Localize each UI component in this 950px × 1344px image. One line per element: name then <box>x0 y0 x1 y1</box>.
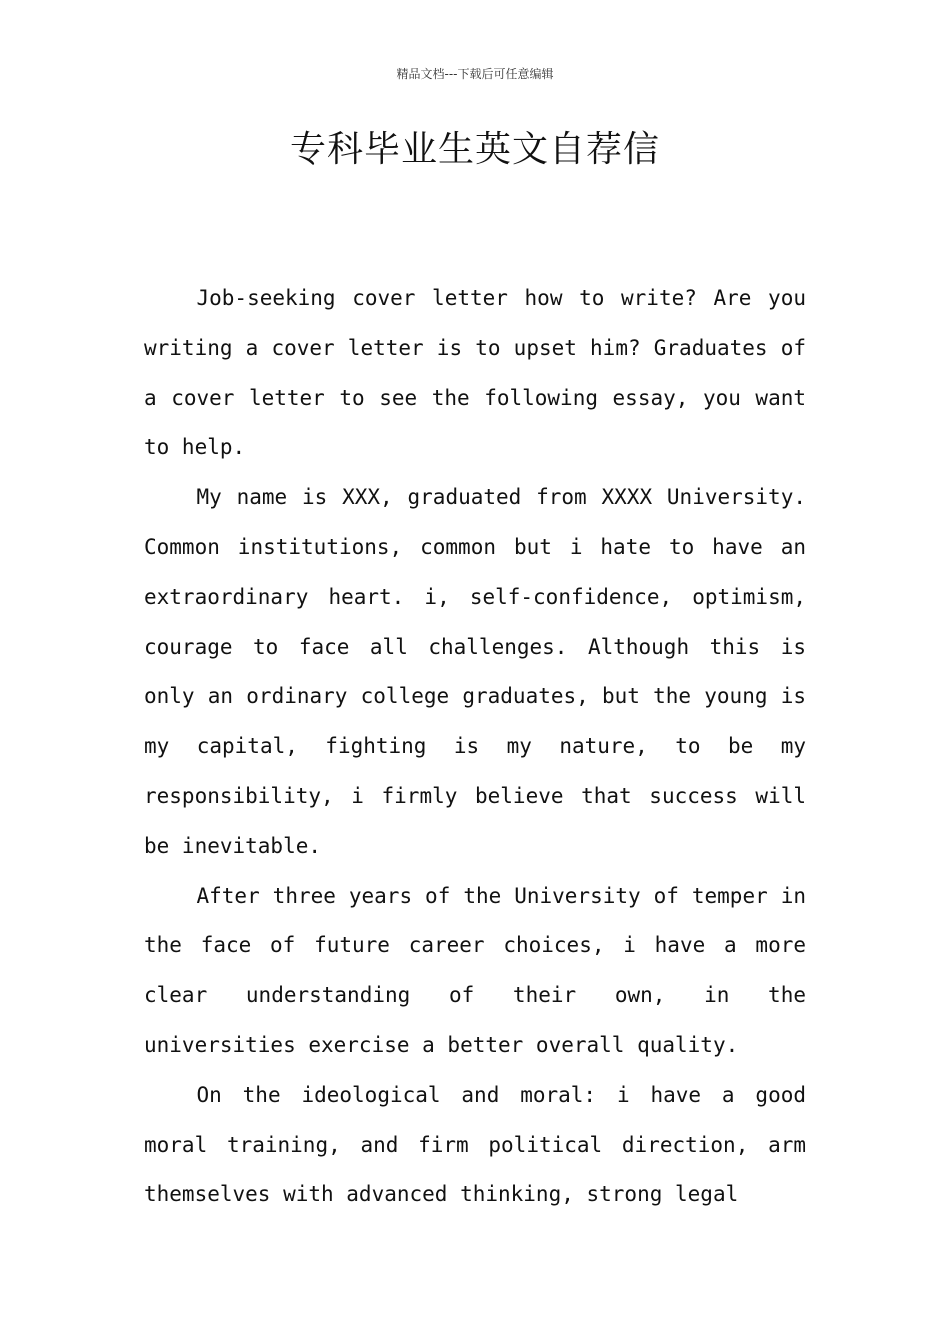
paragraph-introduction-self: My name is XXX, graduated from XXXX University. Common institutions, common but i hate to have an extraordinary heart. i, self-confidence, optimism, courage to face all challenges. Although this is only an ordinary college graduates, but the young is my capital, fighting is my nature, to be my responsibility, i firmly believe that success will be inevitable. <box>144 485 806 858</box>
page-header: 精品文档---下载后可任意编辑 <box>396 67 554 81</box>
paragraph-ideological-moral: On the ideological and moral: i have a good moral training, and firm political direction, arm themselves with advanced thinking, strong legal <box>144 1082 806 1207</box>
paragraph-university-experience: After three years of the University of temper in the face of future career choices, i have a more clear understanding of their own, in the universities exercise a better overall quality. <box>144 883 806 1057</box>
document-title: 专科毕业生英文自荐信 <box>289 129 660 170</box>
paragraph-intro: Job-seeking cover letter how to write? Are you writing a cover letter is to upset him? Graduates of a cover letter to see the following essay, you want to help. <box>144 286 806 460</box>
document-body <box>144 274 806 1220</box>
